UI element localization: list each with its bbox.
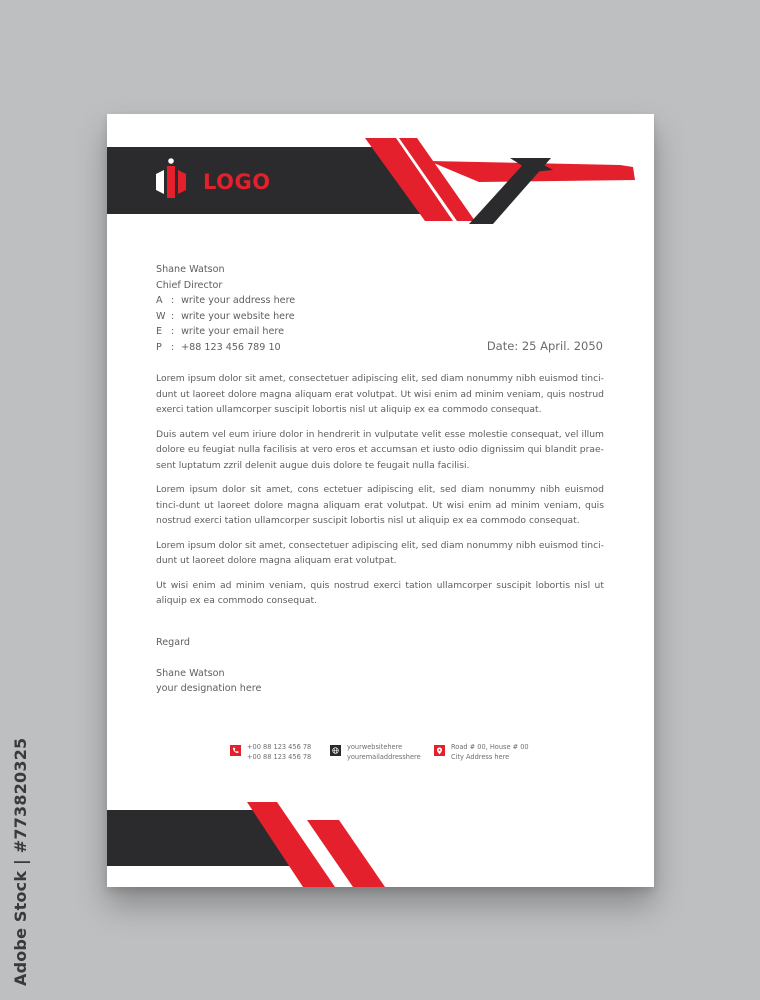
globe-icon (330, 745, 341, 756)
sender-title: Chief Director (156, 279, 223, 291)
logo-icon (107, 114, 654, 234)
footer-road: Road # 00, House # 00 (451, 743, 529, 751)
email-value: write your email here (181, 326, 284, 338)
body-paragraph: Lorem ipsum dolor sit amet, cons ectetuer adipiscing elit, sed diam nonummy nibh euismod tinci-dunt ut laoreet dolore magna aliquam erat volutpat. Ut wisi enim ad minim veniam, quis nostrud exerci tation ullamcorper suscipit lobortis nisl ut aliquip ex ea commodo consequat. (156, 484, 604, 526)
body-paragraph: Duis autem vel eum iriure dolor in hendrerit in vulputate velit esse molestie consequat, vel illum dolore eu feugiat nulla facilisis at vero eros et accumsan et iusto odio dignissim qui blandit prae-sent luptatum zzril delenit augue duis dolore te feugait nulla facilisi. (156, 428, 604, 471)
footer-city: City Address here (451, 752, 510, 761)
footer-phone-2: +00 88 123 456 78 (247, 752, 312, 761)
sender-website-line: W : write your website here (156, 309, 295, 325)
phone-key: P (156, 341, 162, 353)
email-key: E (156, 326, 163, 338)
location-pin-icon (434, 745, 445, 756)
signer-designation: your designation here (156, 683, 262, 695)
signer-name: Shane Watson (156, 667, 225, 679)
body-paragraph: Lorem ipsum dolor sit amet, consectetuer adipiscing elit, sed diam nonummy nibh euismod tinci-dunt ut laoreet dolore magna aliquam erat volutpat. Ut wisi enim ad minim veniam, quis nostrud exerci tation ullamcorper suscipit lobortis nisl ut aliquip ex ea commodo consequat. (156, 373, 604, 415)
letterhead-page (107, 114, 654, 887)
sender-phone-line: P : +88 123 456 789 10 (156, 340, 295, 356)
footer-phone-contact (230, 743, 311, 762)
phone-value: +88 123 456 789 10 (181, 341, 281, 353)
website-value: write your website here (181, 310, 295, 322)
sender-name: Shane Watson (156, 264, 225, 275)
body-paragraph: Ut wisi enim ad minim veniam, quis nostrud exerci tation ullamcorper suscipit lobortis nisl ut aliquip ex ea commodo consequat. (156, 579, 604, 606)
stock-watermark (10, 737, 32, 986)
letter-date: Date: 25 April. 2050 (486, 339, 603, 353)
footer-web-contact (330, 743, 421, 762)
footer-band (107, 794, 654, 887)
sender-email-line: E : write your email here (156, 324, 295, 340)
sender-block (156, 262, 295, 356)
footer-website: yourwebsitehere (347, 743, 403, 751)
closing-regard: Regard (156, 637, 190, 648)
letter-body (156, 371, 604, 618)
phone-icon (230, 745, 241, 756)
logo-text: LOGO (203, 170, 271, 194)
address-key: A (156, 295, 163, 307)
footer-address-contact (434, 743, 529, 762)
address-value: write your address here (181, 295, 296, 307)
footer-email: youremailaddresshere (347, 752, 421, 761)
website-key: W (156, 310, 166, 322)
body-paragraph: Lorem ipsum dolor sit amet, consectetuer adipiscing elit, sed diam nonummy nibh euismod tinci-dunt ut laoreet dolore magna aliquam erat volutpat. (156, 539, 604, 566)
watermark-text: Adobe Stock | #773820325 (11, 737, 30, 986)
sender-address-line: A : write your address here (156, 293, 295, 309)
footer-phone-1: +00 88 123 456 78 (247, 743, 312, 751)
closing-block (156, 635, 261, 697)
